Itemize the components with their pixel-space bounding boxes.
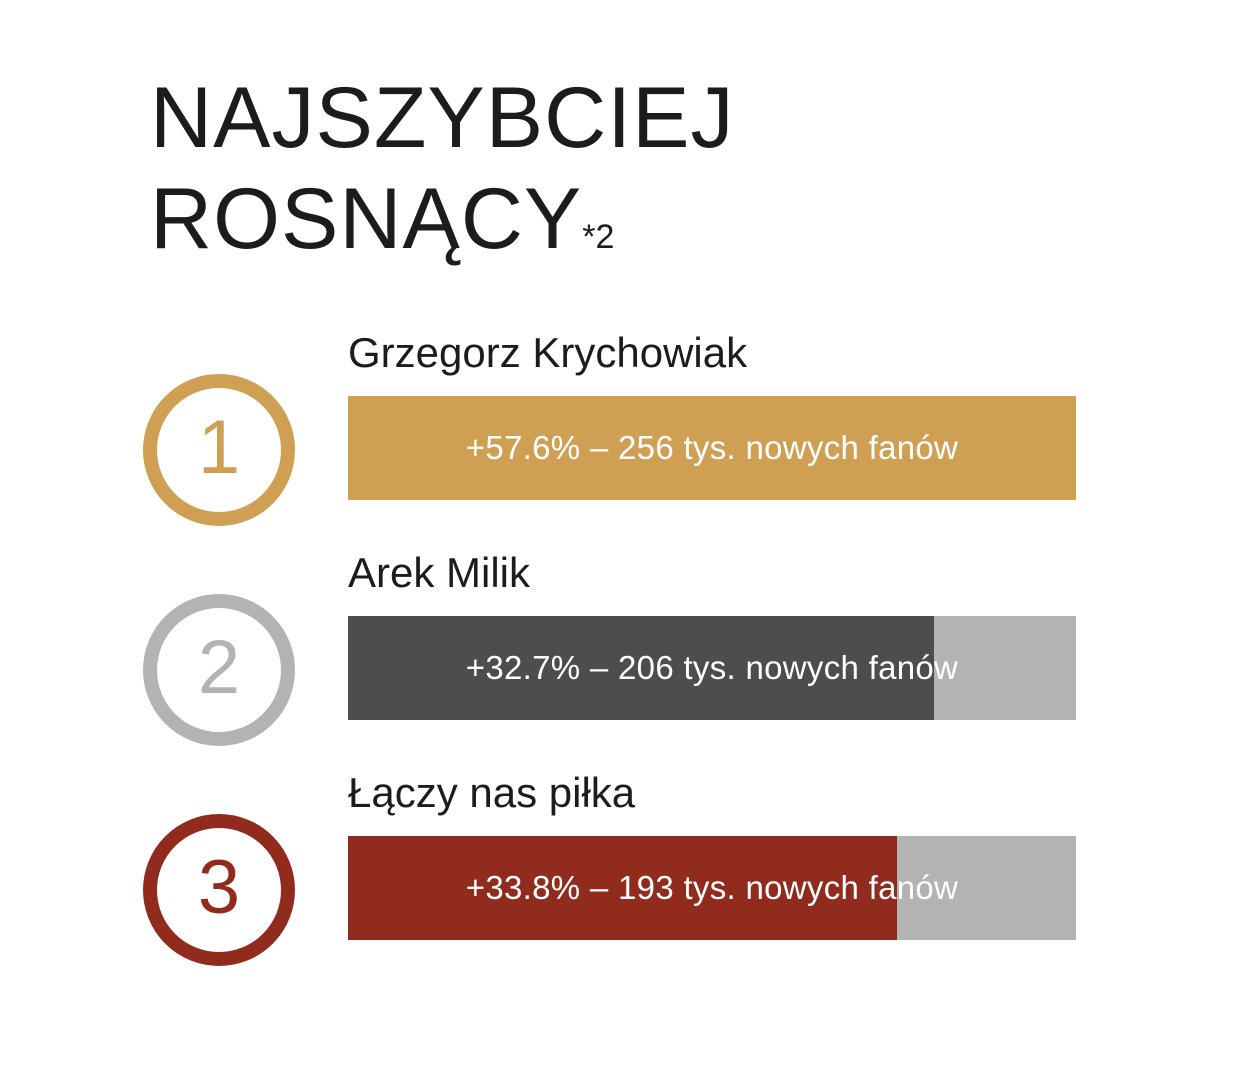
row-body: [348, 330, 1076, 500]
title-line-2: [150, 169, 1050, 270]
entry-name: Łączy nas piłka: [348, 769, 636, 816]
page-title: [150, 68, 1050, 271]
list-item: [0, 330, 1247, 550]
rank-badge: [143, 594, 295, 746]
rank-number: 1: [197, 405, 241, 490]
list-item: [0, 770, 1247, 990]
title-footnote: *2: [582, 218, 615, 257]
rank-badge: [143, 814, 295, 966]
row-body: [348, 770, 1076, 940]
entry-name: Grzegorz Krychowiak: [348, 329, 748, 376]
bar-value-label: +57.6% – 256 tys. nowych fanów: [465, 429, 959, 467]
bar-value-label: +32.7% – 206 tys. nowych fanów: [465, 649, 959, 687]
bar-track: [348, 836, 1076, 940]
bar-track: [348, 396, 1076, 500]
bar-value-label: +33.8% – 193 tys. nowych fanów: [465, 869, 959, 907]
row-body: [348, 550, 1076, 720]
rank-number: 3: [197, 845, 241, 930]
ranking-list: [0, 330, 1247, 990]
title-line-2-text: ROSNĄCY: [150, 171, 583, 268]
rank-number: 2: [197, 625, 241, 710]
bar-track: [348, 616, 1076, 720]
entry-name: Arek Milik: [348, 549, 531, 596]
rank-badge: [143, 374, 295, 526]
title-line-1: NAJSZYBCIEJ: [150, 70, 735, 166]
list-item: [0, 550, 1247, 770]
